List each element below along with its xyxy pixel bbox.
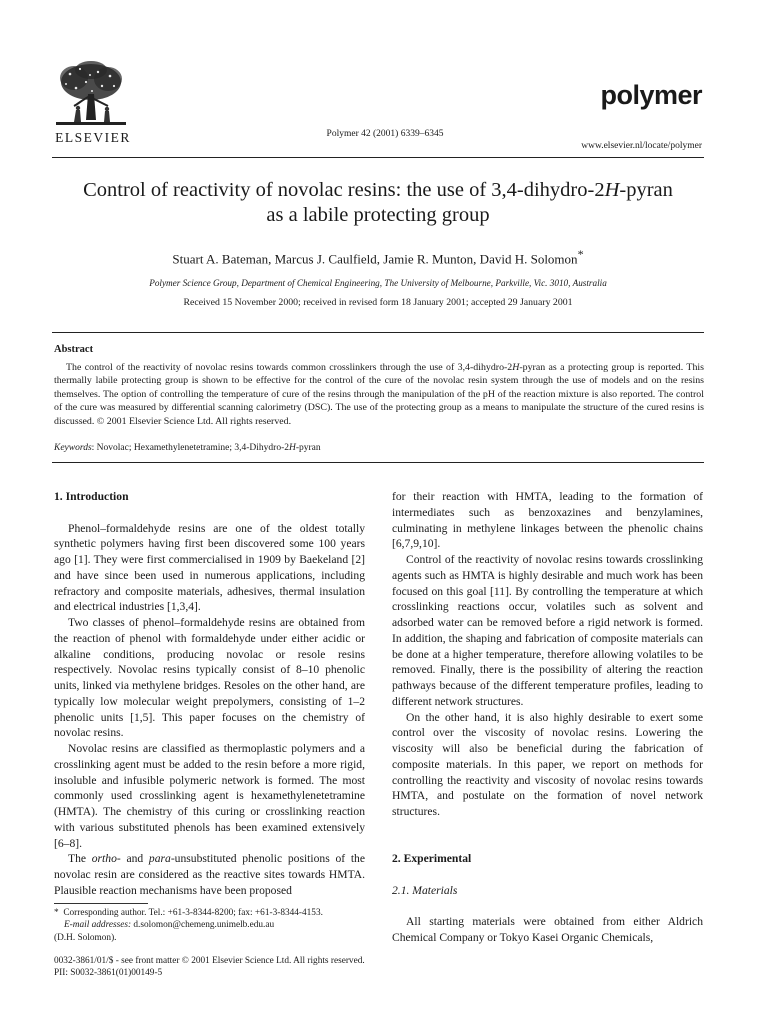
author-list: Stuart A. Bateman, Marcus J. Caulfield, Jamie R. Munton, David H. Solomon*: [172, 247, 584, 267]
paragraph: Phenol–formaldehyde resins are one of the oldest totally synthetic polymers having first been discovered some 100 years ago [1]. They were first commercialised in 1909 by Baekeland [2] and have since been used in numerous applications, including refractory and composite materials, adhesives, thermal insulation and electrical industries [1,3,4].: [54, 521, 365, 614]
author-email[interactable]: d.solomon@chemeng.unimelb.edu.au: [133, 920, 275, 931]
abstract-text: The control of the reactivity of novolac resins towards common crosslinkers through the use of 3,4-dihydro-2H-pyran as a protecting group is reported. This thermally labile protecting group is shown to be effective for the control of the cure of the novolac resin system through the use of models and on the resins themselves. The option of controlling the temperature of cure of the resins through the manipulation of the pH of the reaction mixture is also reported. The control of the cure was measured by differential scanning calorimetry (DSC). The use of the protecting group as a means to manipulate the structure of the cured resins is discussed. © 2001 Elsevier Science Ltd. All rights reserved.: [54, 362, 704, 427]
paragraph: Novolac resins are classified as thermoplastic polymers and a crosslinking agent must be added to the resin before a more rigid, insoluble and infusible polymeric network is formed. The most commonly used crosslinking agent is hexamethylenetetramine (HMTA). The chemistry of this curing or crosslinking reaction with various substituted phenols has been examined extensively [6–8].: [54, 742, 365, 850]
subsection-heading-materials: 2.1. Materials: [392, 883, 458, 897]
journal-url[interactable]: www.elsevier.nl/locate/polymer: [581, 141, 702, 151]
left-column: [54, 489, 365, 899]
article-title: Control of reactivity of novolac resins: the use of 3,4-dihydro-2H-pyran as a labile protecting group: [83, 179, 673, 226]
keywords: Keywords: Novolac; Hexamethylenetetramine; 3,4-Dihydro-2H-pyran: [54, 443, 321, 453]
footnote: * Corresponding author. Tel.: +61-3-8344-8200; fax: +61-3-8344-4153. E-mail addresses: d.solomon@chemeng.unimelb.edu.au (D.H. Solomon).: [54, 908, 323, 943]
journal-citation: Polymer 42 (2001) 6339–6345: [326, 129, 444, 139]
paragraph: All starting materials were obtained from either Aldrich Chemical Company or Tokyo Kasei Organic Chemicals,: [392, 915, 703, 944]
tree-logo-icon: [52, 60, 130, 128]
paragraph: for their reaction with HMTA, leading to the formation of intermediates such as benzoxazines and benzylamines, culminating in methylene linkages between the phenolic chains [6,7,9,10].: [392, 490, 703, 551]
journal-logo: polymer: [600, 80, 702, 110]
elsevier-logo: [52, 60, 134, 146]
paragraph: Control of the reactivity of novolac resins towards crosslinking agents such as HMTA is highly desirable and much work has been focused on this goal [11]. By controlling the temperature at which crosslinking reactions occur, volatiles such as solvent and adsorbed water can be removed before a rigid network is formed. In addition, the shaping and fabrication of composite materials can be done at a higher temperature, therefore allowing volatiles to be removed. Finally, there is the possibility of altering the reaction pathways because of the different temperature profiles, leading to different network structures.: [392, 553, 703, 708]
header-divider: [52, 157, 704, 158]
footnote-divider: [54, 903, 148, 904]
author-affiliation: Polymer Science Group, Department of Chemical Engineering, The University of Melbourne, Parkville, Vic. 3010, Australia: [149, 278, 607, 288]
corresponding-author-mark[interactable]: *: [577, 247, 584, 261]
section-heading-introduction: 1. Introduction: [54, 490, 129, 503]
section-heading-experimental: 2. Experimental: [392, 852, 472, 866]
paragraph: The ortho- and para-unsubstituted phenolic positions of the novolac resin are considered as the reactive sites towards HMTA. Plausible reaction mechanisms have been proposed: [54, 852, 365, 897]
keywords-divider: [52, 462, 704, 463]
paragraph: Two classes of phenol–formaldehyde resins are obtained from the reaction of phenol with formaldehyde under either acidic or alkaline conditions, producing novolac or resole resins respectively. Novolac resins typically consist of 8–10 phenolic units, linked via methylene bridges. Resoles on the other hand, are typically low molecular weight prepolymers, consisting of 1–2 phenolic units [1,5]. This paper focuses on the chemistry of novolac resins.: [54, 616, 365, 740]
abstract-top-divider: [52, 332, 704, 333]
publisher-name: ELSEVIER: [55, 130, 131, 145]
abstract-heading: Abstract: [54, 344, 94, 355]
right-column: [392, 489, 703, 946]
paragraph: On the other hand, it is also highly desirable to exert some control over the viscosity of novolac resins. Lowering the viscosity will also be beneficial during the fabrication of composite materials. In this paper, we report on methods for controlling the reactivity and viscosity of novolac resins towards HMTA, and postulate on the formation of novel network structures.: [392, 710, 703, 818]
copyright-info: 0032-3861/01/$ - see front matter © 2001 Elsevier Science Ltd. All rights reserved. PII: S0032-3861(01)00149-5: [54, 956, 365, 979]
received-dates: Received 15 November 2000; received in revised form 18 January 2001; accepted 29 January 2001: [183, 297, 573, 308]
